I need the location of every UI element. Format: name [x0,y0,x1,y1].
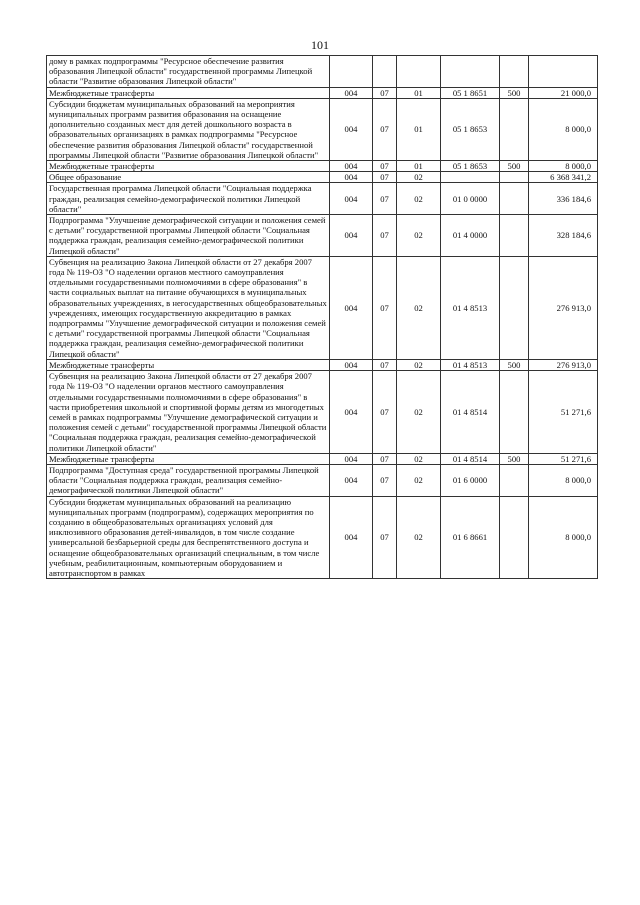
row-name-cell: дому в рамках подпрограммы "Ресурсное обеспечение развития образования Липецкой области" государственной программы Липецкой области "Развитие образования Липецкой области" [47,56,330,88]
expense-type-cell: 500 [500,453,529,464]
amount-cell: 8 000,0 [529,98,598,160]
target-article-cell: 05 1 8653 [441,98,500,160]
subsection-code-cell: 02 [397,496,441,579]
target-article-cell: 05 1 8651 [441,87,500,98]
expense-type-cell: 500 [500,87,529,98]
subsection-code-cell [397,56,441,88]
section-code-cell: 07 [373,183,397,215]
amount-cell [529,56,598,88]
subsection-code-cell: 02 [397,172,441,183]
table-row [47,453,598,464]
table-row [47,98,598,160]
subsection-code-cell: 02 [397,371,441,454]
table-row [47,359,598,370]
table-row [47,464,598,496]
table-row [47,371,598,454]
ministry-code-cell: 004 [330,359,373,370]
ministry-code-cell: 004 [330,496,373,579]
row-name-cell: Субсидии бюджетам муниципальных образований на мероприятия муниципальных программ развития образования на оснащение дополнительно созданных мест для детей дошкольного возраста в образовательных организациях в рамках подпрограммы "Ресурсное обеспечение развития образования Липецкой области" государственной программы Липецкой области "Развитие образования Липецкой области" [47,98,330,160]
expense-type-cell [500,56,529,88]
target-article-cell: 01 4 0000 [441,215,500,257]
row-name-cell: Межбюджетные трансферты [47,359,330,370]
table-row [47,183,598,215]
target-article-cell [441,56,500,88]
table-row [47,87,598,98]
subsection-code-cell: 01 [397,98,441,160]
table-row [47,161,598,172]
table-row [47,56,598,88]
subsection-code-cell: 02 [397,256,441,359]
amount-cell: 6 368 341,2 [529,172,598,183]
ministry-code-cell: 004 [330,172,373,183]
row-name-cell: Подпрограмма "Доступная среда" государственной программы Липецкой области "Социальная поддержка граждан, реализация семейно-демографической политики Липецкой области" [47,464,330,496]
row-name-cell: Субвенция на реализацию Закона Липецкой области от 27 декабря 2007 года № 119-ОЗ "О наделении органов местного самоуправления отдельными государственными полномочиями в сфере образования" в части социальных выплат на питание обучающихся в муниципальных образовательных учреждениях, в негосударственных общеобразовательных учреждениях, имеющих государственную аккредитацию в рамках подпрограммы "Улучшение демографической ситуации и положения семей с детьми" государственной программы Липецкой области "Социальная поддержка граждан, реализация семейно-демографической политики Липецкой области" [47,256,330,359]
subsection-code-cell: 01 [397,87,441,98]
target-article-cell: 01 6 8661 [441,496,500,579]
ministry-code-cell: 004 [330,256,373,359]
section-code-cell: 07 [373,172,397,183]
expense-type-cell: 500 [500,161,529,172]
row-name-cell: Подпрограмма "Улучшение демографической ситуации и положения семей с детьми" государственной программы Липецкой области "Социальная поддержка граждан, реализация семейно-демографической политики Липецкой области" [47,215,330,257]
subsection-code-cell: 02 [397,215,441,257]
amount-cell: 276 913,0 [529,359,598,370]
section-code-cell [373,56,397,88]
ministry-code-cell: 004 [330,161,373,172]
expense-type-cell [500,98,529,160]
section-code-cell: 07 [373,161,397,172]
section-code-cell: 07 [373,453,397,464]
target-article-cell: 05 1 8653 [441,161,500,172]
ministry-code-cell: 004 [330,87,373,98]
amount-cell: 8 000,0 [529,161,598,172]
ministry-code-cell [330,56,373,88]
section-code-cell: 07 [373,215,397,257]
budget-table [46,55,598,579]
amount-cell: 51 271,6 [529,371,598,454]
amount-cell: 336 184,6 [529,183,598,215]
expense-type-cell [500,256,529,359]
ministry-code-cell: 004 [330,371,373,454]
table-row [47,496,598,579]
subsection-code-cell: 02 [397,453,441,464]
target-article-cell: 01 0 0000 [441,183,500,215]
expense-type-cell: 500 [500,359,529,370]
section-code-cell: 07 [373,98,397,160]
expense-type-cell [500,496,529,579]
section-code-cell: 07 [373,87,397,98]
target-article-cell: 01 4 8513 [441,256,500,359]
subsection-code-cell: 02 [397,359,441,370]
row-name-cell: Государственная программа Липецкой области "Социальная поддержка граждан, реализация семейно-демографической политики Липецкой области" [47,183,330,215]
expense-type-cell [500,371,529,454]
amount-cell: 51 271,6 [529,453,598,464]
row-name-cell: Межбюджетные трансферты [47,453,330,464]
section-code-cell: 07 [373,464,397,496]
ministry-code-cell: 004 [330,98,373,160]
ministry-code-cell: 004 [330,453,373,464]
target-article-cell [441,172,500,183]
amount-cell: 276 913,0 [529,256,598,359]
table-row [47,172,598,183]
subsection-code-cell: 02 [397,464,441,496]
target-article-cell: 01 6 0000 [441,464,500,496]
row-name-cell: Субсидии бюджетам муниципальных образований на реализацию муниципальных программ (подпрограмм), содержащих мероприятия по созданию в общеобразовательных организациях условий для инклюзивного образования детей-инвалидов, в том числе создание универсальной безбарьерной среды для беспрепятственного доступа и оснащение общеобразовательных организаций специальным, в том числе учебным, реабилитационным, компьютерным оборудованием и автотранспортом в рамках [47,496,330,579]
amount-cell: 21 000,0 [529,87,598,98]
amount-cell: 8 000,0 [529,496,598,579]
ministry-code-cell: 004 [330,183,373,215]
row-name-cell: Межбюджетные трансферты [47,161,330,172]
subsection-code-cell: 02 [397,183,441,215]
ministry-code-cell: 004 [330,215,373,257]
section-code-cell: 07 [373,371,397,454]
target-article-cell: 01 4 8513 [441,359,500,370]
ministry-code-cell: 004 [330,464,373,496]
subsection-code-cell: 01 [397,161,441,172]
expense-type-cell [500,172,529,183]
expense-type-cell [500,183,529,215]
expense-type-cell [500,464,529,496]
section-code-cell: 07 [373,256,397,359]
expense-type-cell [500,215,529,257]
amount-cell: 8 000,0 [529,464,598,496]
row-name-cell: Субвенция на реализацию Закона Липецкой области от 27 декабря 2007 года № 119-ОЗ "О наделении органов местного самоуправления отдельными государственными полномочиями в сфере образования" в части приобретения школьной и спортивной формы детям из многодетных семей в рамках подпрограммы "Улучшение демографической ситуации и положения семей с детьми" государственной программы Липецкой области "Социальная поддержка граждан, реализация семейно-демографической политики Липецкой области" [47,371,330,454]
row-name-cell: Межбюджетные трансферты [47,87,330,98]
target-article-cell: 01 4 8514 [441,371,500,454]
amount-cell: 328 184,6 [529,215,598,257]
row-name-cell: Общее образование [47,172,330,183]
section-code-cell: 07 [373,496,397,579]
target-article-cell: 01 4 8514 [441,453,500,464]
page-number: 101 [311,38,329,52]
table-row [47,256,598,359]
section-code-cell: 07 [373,359,397,370]
table-row [47,215,598,257]
